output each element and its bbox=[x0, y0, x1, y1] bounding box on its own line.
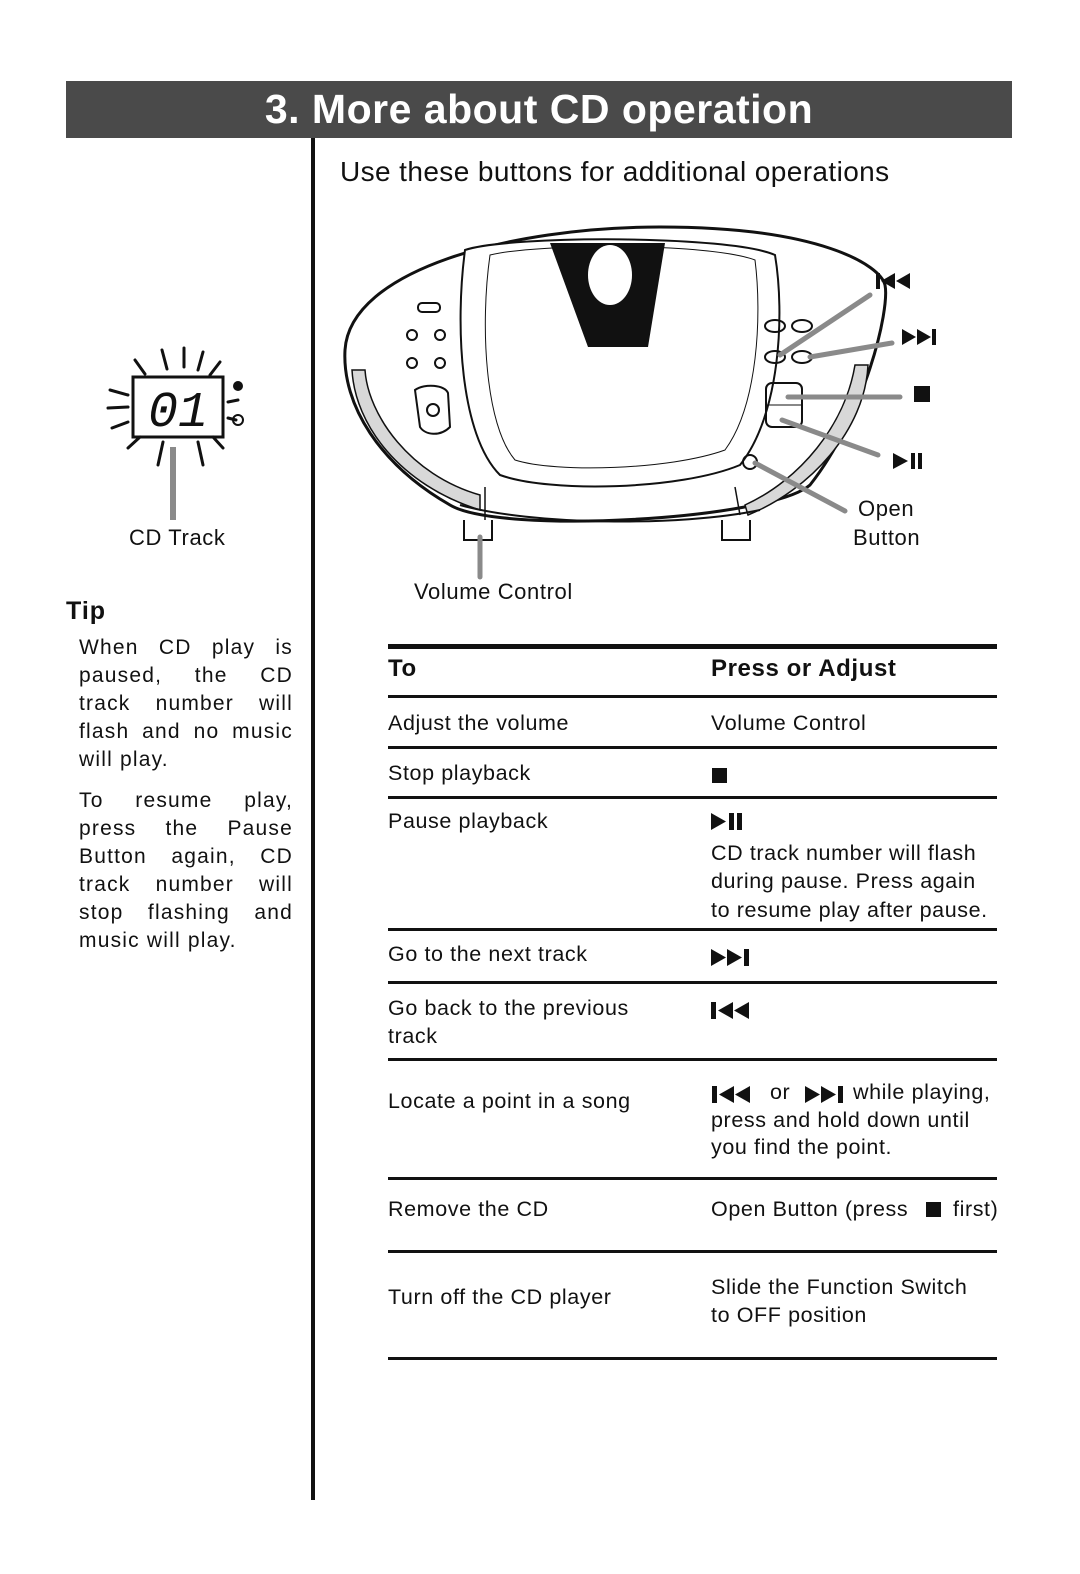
remove-cd-press-pre: Open Button (press bbox=[711, 1197, 909, 1221]
tip-paragraph-2: To resume play, press the Pause Button again, CD track number will stop flashing and music will play. bbox=[79, 789, 293, 952]
row-to-pause: Pause playback bbox=[388, 809, 549, 833]
table-rule bbox=[388, 928, 997, 931]
play-pause-icon bbox=[711, 813, 745, 830]
row-to-prev-track-line2: track bbox=[388, 1024, 438, 1048]
skip-prev-icon bbox=[711, 1002, 751, 1019]
tip-paragraph-1: When CD play is paused, the CD track number will flash and no music will play. bbox=[79, 636, 293, 771]
table-bottom-rule bbox=[388, 1357, 997, 1360]
locate-note-line2: press and hold down until bbox=[711, 1108, 970, 1132]
pause-note-line2: during pause. Press again bbox=[711, 869, 976, 893]
locate-note-tail: while playing, bbox=[853, 1080, 991, 1104]
col-header-to: To bbox=[388, 655, 417, 682]
locate-or-word: or bbox=[770, 1080, 791, 1104]
table-rule bbox=[388, 1177, 997, 1180]
table-top-rule bbox=[388, 644, 997, 649]
open-button-label-line1: Open bbox=[858, 496, 915, 521]
stop-icon bbox=[926, 1202, 941, 1217]
pause-note-line3: to resume play after pause. bbox=[711, 898, 988, 922]
table-rule bbox=[388, 746, 997, 749]
turn-off-line2: to OFF position bbox=[711, 1303, 867, 1327]
display-digits: 01 bbox=[147, 385, 209, 442]
cd-player-figure bbox=[330, 215, 1050, 615]
row-to-adjust-volume: Adjust the volume bbox=[388, 711, 570, 735]
table-rule bbox=[388, 695, 997, 698]
stop-icon bbox=[712, 768, 727, 783]
volume-control-label: Volume Control bbox=[414, 579, 573, 604]
table-rule bbox=[388, 796, 997, 799]
pause-note-line1: CD track number will flash bbox=[711, 841, 977, 865]
table-rule bbox=[388, 1250, 997, 1253]
row-to-prev-track-line1: Go back to the previous bbox=[388, 996, 629, 1020]
skip-next-icon bbox=[805, 1086, 845, 1103]
table-rule bbox=[388, 981, 997, 984]
table-rule bbox=[388, 1058, 997, 1061]
row-press-volume-control: Volume Control bbox=[711, 711, 867, 735]
remove-cd-press-post: first) bbox=[953, 1197, 999, 1221]
skip-prev-icon bbox=[712, 1086, 752, 1103]
col-header-press: Press or Adjust bbox=[711, 655, 897, 682]
turn-off-line1: Slide the Function Switch bbox=[711, 1275, 968, 1299]
cd-track-label: CD Track bbox=[129, 525, 226, 550]
open-button-label-line2: Button bbox=[853, 525, 921, 550]
row-to-stop: Stop playback bbox=[388, 761, 531, 785]
skip-next-icon bbox=[711, 949, 751, 966]
tip-title: Tip bbox=[66, 597, 107, 625]
row-to-next-track: Go to the next track bbox=[388, 942, 588, 966]
locate-note-line3: you find the point. bbox=[711, 1135, 893, 1159]
column-divider bbox=[311, 138, 315, 1500]
boombox-illustration bbox=[330, 215, 1050, 615]
row-to-turn-off: Turn off the CD player bbox=[388, 1285, 612, 1309]
page-title: 3. More about CD operation bbox=[66, 81, 1012, 138]
row-to-locate-point: Locate a point in a song bbox=[388, 1089, 631, 1113]
section-subtitle: Use these buttons for additional operations bbox=[340, 156, 890, 187]
row-to-remove-cd: Remove the CD bbox=[388, 1197, 549, 1221]
